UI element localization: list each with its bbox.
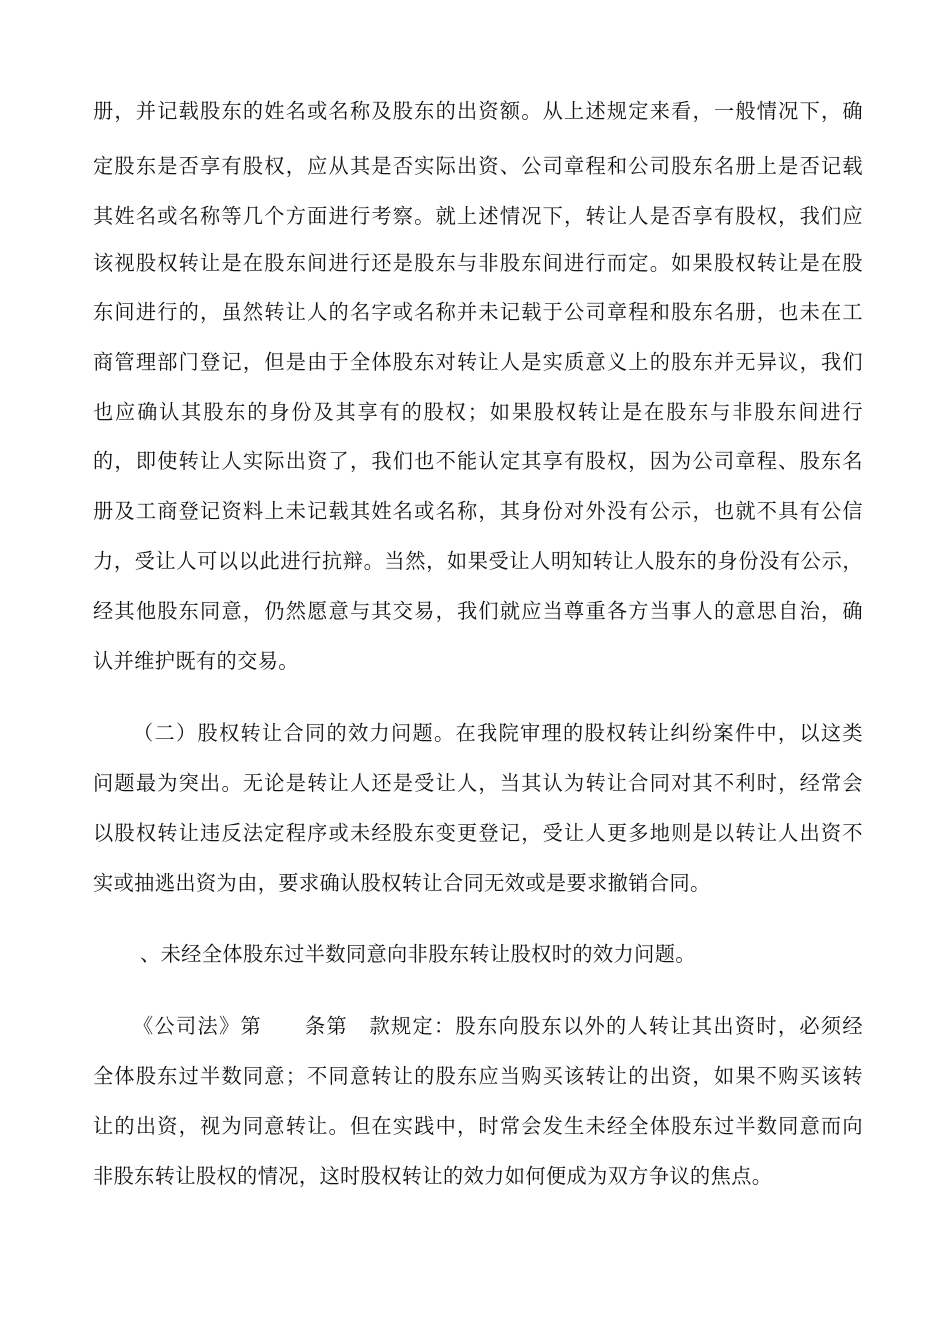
text-line: 实或抽逃出资为由，要求确认股权转让合同无效或是要求撤销合同。 xyxy=(93,871,711,895)
text-line: 问题最为突出。无论是转让人还是受让人，当其认为转让合同对其不利时，经常会 xyxy=(93,771,863,795)
text-line: 商管理部门登记，但是由于全体股东对转让人是实质意义上的股东并无异议，我们 xyxy=(93,350,863,374)
text-line: 认并维护既有的交易。 xyxy=(93,649,299,673)
section-heading: 、未经全体股东过半数同意向非股东转让股权时的效力问题。 xyxy=(140,942,696,966)
text-line: 《公司法》第 条第 款规定：股东向股东以外的人转让其出资时，必须经 xyxy=(133,1014,863,1038)
text-line: 非股东转让股权的情况，这时股权转让的效力如何便成为双方争议的焦点。 xyxy=(93,1164,773,1188)
text-line: 力，受让人可以以此进行抗辩。当然，如果受让人明知转让人股东的身份没有公示， xyxy=(93,549,863,573)
text-line: 以股权转让违反法定程序或未经股东变更登记，受让人更多地则是以转让人出资不 xyxy=(93,821,863,845)
text-line: 东间进行的，虽然转让人的名字或名称并未记载于公司章程和股东名册，也未在工 xyxy=(93,300,863,324)
text-line: 册，并记载股东的姓名或名称及股东的出资额。从上述规定来看，一般情况下，确 xyxy=(93,99,863,123)
text-line: 该视股权转让是在股东间进行还是股东与非股东间进行而定。如果股权转让是在股 xyxy=(93,251,863,275)
text-line: （二）股权转让合同的效力问题。在我院审理的股权转让纠纷案件中，以这类 xyxy=(133,721,863,745)
text-line: 经其他股东同意，仍然愿意与其交易，我们就应当尊重各方当事人的意思自治，确 xyxy=(93,599,863,623)
text-line: 的，即使转让人实际出资了，我们也不能认定其享有股权，因为公司章程、股东名 xyxy=(93,449,863,473)
text-line: 其姓名或名称等几个方面进行考察。就上述情况下，转让人是否享有股权，我们应 xyxy=(93,204,863,228)
text-line: 定股东是否享有股权，应从其是否实际出资、公司章程和公司股东名册上是否记载 xyxy=(93,154,863,178)
text-line: 册及工商登记资料上未记载其姓名或名称，其身份对外没有公示，也就不具有公信 xyxy=(93,499,863,523)
text-line: 让的出资，视为同意转让。但在实践中，时常会发生未经全体股东过半数同意而向 xyxy=(93,1114,863,1138)
text-line: 也应确认其股东的身份及其享有的股权；如果股权转让是在股东与非股东间进行 xyxy=(93,400,863,424)
text-line: 全体股东过半数同意；不同意转让的股东应当购买该转让的出资，如果不购买该转 xyxy=(93,1064,863,1088)
